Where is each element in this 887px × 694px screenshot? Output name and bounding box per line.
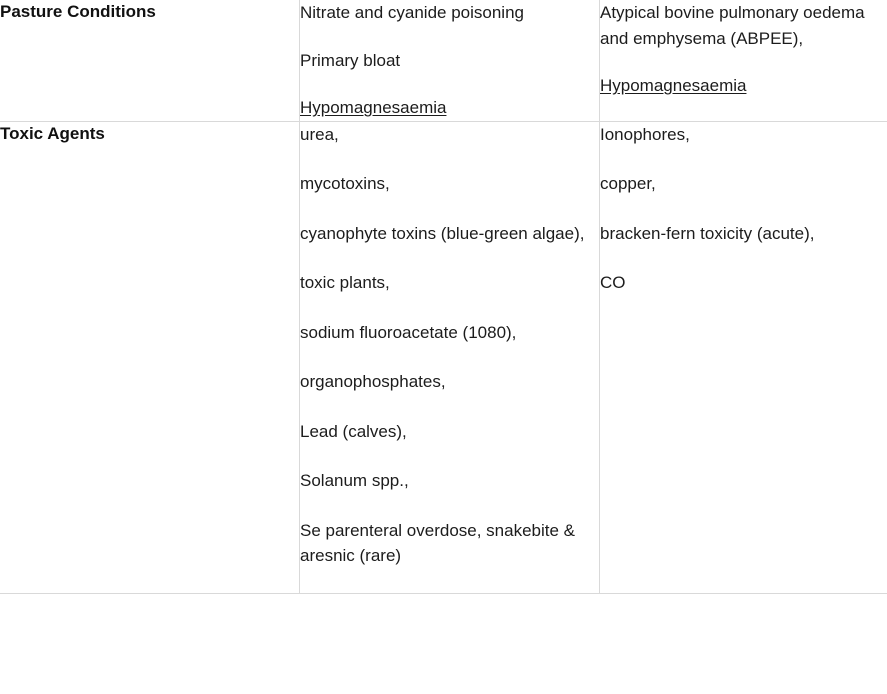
list-item: cyanophyte toxins (blue-green algae), bbox=[300, 223, 585, 243]
list-item: Solanum spp., bbox=[300, 471, 409, 490]
row-right-cell bbox=[600, 121, 887, 593]
list-item: copper, bbox=[600, 174, 656, 193]
row-middle-cell bbox=[300, 121, 600, 593]
list-item-link[interactable]: Hypomagnesaemia bbox=[600, 76, 747, 95]
list-item-link[interactable]: Hypomagnesaemia bbox=[300, 98, 447, 117]
cell-content bbox=[300, 122, 599, 569]
list-item: Ionophores, bbox=[600, 124, 690, 144]
cell-content bbox=[600, 0, 887, 99]
list-item: Se parenteral overdose, snakebite & aresnic (rare) bbox=[300, 520, 576, 565]
list-item: mycotoxins, bbox=[300, 174, 390, 193]
row-right-cell bbox=[600, 0, 887, 121]
list-item: Lead (calves), bbox=[300, 421, 407, 441]
list-item: urea, bbox=[300, 124, 339, 144]
row-middle-cell bbox=[300, 0, 600, 121]
cell-content bbox=[600, 122, 887, 296]
list-item: bracken-fern toxicity (acute), bbox=[600, 223, 815, 243]
list-item: Atypical bovine pulmonary oedema and emphysema (ABPEE), bbox=[600, 3, 865, 48]
list-item: CO bbox=[600, 273, 626, 292]
row-header-cell bbox=[0, 121, 300, 593]
list-item: Primary bloat bbox=[300, 50, 401, 70]
table-row bbox=[0, 121, 887, 593]
list-item: organophosphates, bbox=[300, 372, 446, 391]
row-header-cell bbox=[0, 0, 300, 121]
list-item: Nitrate and cyanide poisoning bbox=[300, 3, 524, 22]
cell-content bbox=[300, 0, 599, 121]
list-item: sodium fluoroacetate (1080), bbox=[300, 322, 517, 342]
list-item: toxic plants, bbox=[300, 273, 390, 292]
row-header-label: Pasture Conditions bbox=[0, 2, 156, 21]
row-header-label: Toxic Agents bbox=[0, 123, 105, 143]
table-row bbox=[0, 0, 887, 121]
